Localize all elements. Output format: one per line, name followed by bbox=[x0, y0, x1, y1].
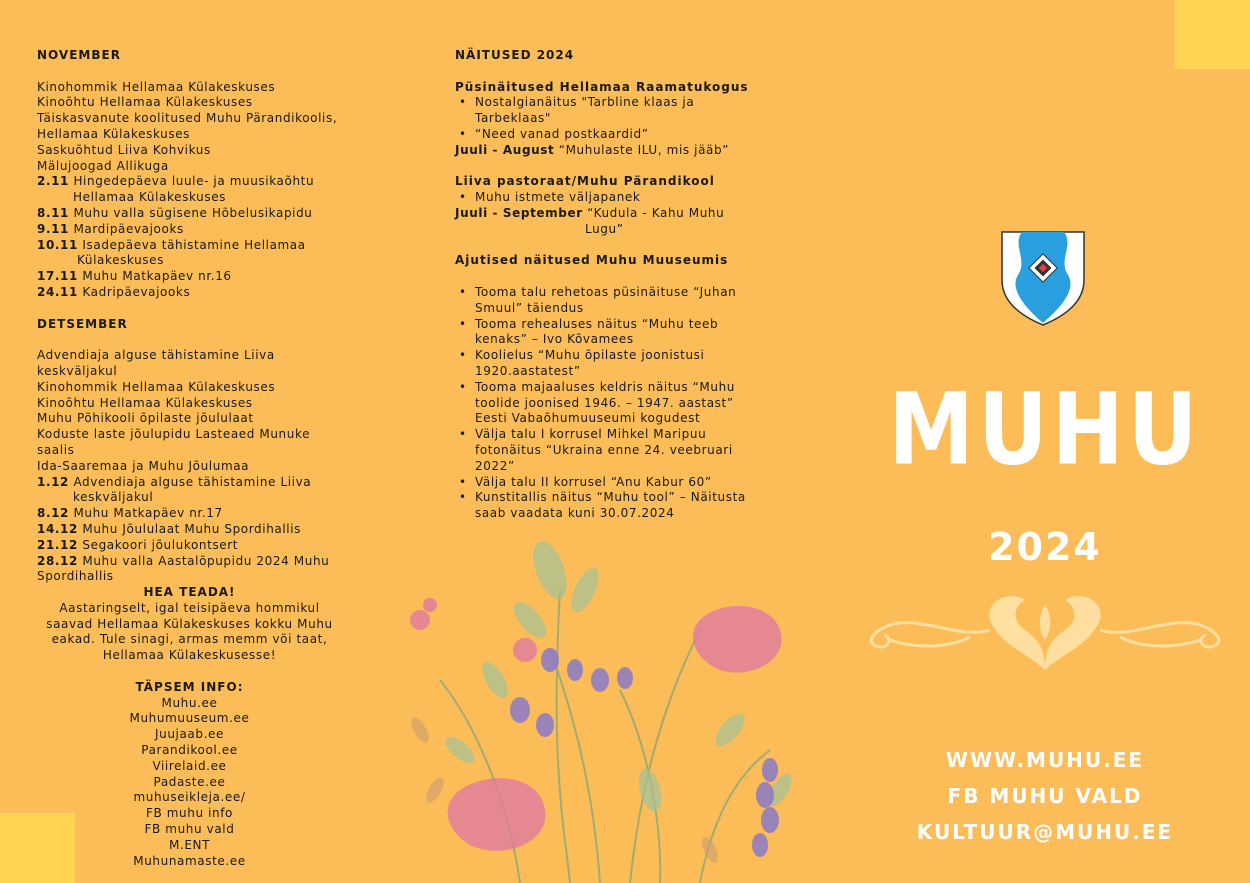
ornament-flourish-icon bbox=[850, 585, 1240, 675]
list-item: Ida-Saaremaa ja Muhu Jõulumaa bbox=[37, 458, 250, 473]
events-column bbox=[37, 48, 342, 869]
info-link: Muhunamaste.ee bbox=[133, 853, 246, 868]
list-item: • Välja talu I korrusel Mihkel Maripuu fotonäitus “Ukraina enne 24. veebruari 2022” bbox=[455, 427, 755, 474]
museum-heading: Ajutised näitused Muhu Muuseumis bbox=[455, 253, 729, 268]
event-row: 8.12 Muhu Matkapäev nr.17 bbox=[37, 506, 223, 521]
list-item: Saskuõhtud Liiva Kohvikus bbox=[37, 142, 211, 157]
list-item: Koduste laste jõulupidu Lasteaed Munuke saalis bbox=[37, 427, 311, 457]
watercolor-flowers-illustration bbox=[400, 530, 810, 883]
info-link: Padaste.ee bbox=[153, 774, 226, 789]
facebook-link[interactable]: FB MUHU VALD bbox=[947, 784, 1143, 808]
list-item: Täiskasvanute koolitused Muhu Pärandikoolis, Hellamaa Külakeskuses bbox=[37, 111, 338, 141]
event-row: 14.12 Muhu Jõululaat Muhu Spordihallis bbox=[37, 521, 302, 536]
list-item: Mälujoogad Allikuga bbox=[37, 158, 169, 173]
email-link[interactable]: KULTUUR@MUHU.EE bbox=[916, 820, 1174, 844]
notice-heading: HEA TEADA! bbox=[143, 585, 236, 600]
list-item: Kinohommik Hellamaa Külakeskuses bbox=[37, 379, 276, 394]
info-link: Muhumuuseum.ee bbox=[129, 711, 250, 726]
list-item: • Tooma talu rehetoas püsinäituse “Juhan Smuul” täiendus bbox=[455, 285, 755, 317]
event-row: 9.11 Mardipäevajooks bbox=[37, 221, 184, 236]
november-heading: NOVEMBER bbox=[37, 48, 121, 62]
list-item: Kinohommik Hellamaa Külakeskuses bbox=[37, 79, 276, 94]
event-row: 21.12 Segakoori jõulukontsert bbox=[37, 537, 239, 552]
list-item: • Tooma rehealuses näitus “Muhu teeb kenaks” – Ivo Kõvamees bbox=[455, 317, 755, 349]
event-row: 2.11 Hingedepäeva luule- ja muusikaõhtu Hellamaa Külakeskuses bbox=[37, 174, 315, 205]
info-link: M.ENT bbox=[168, 837, 211, 852]
cover-panel bbox=[840, 0, 1250, 883]
list-item: Advendiaja alguse tähistamine Liiva keskväljakul bbox=[37, 348, 275, 378]
list-item: • Muhu istmete väljapanek bbox=[455, 190, 755, 206]
info-link: muhuseikleja.ee/ bbox=[133, 790, 246, 805]
exhibitions-heading: NÄITUSED 2024 bbox=[455, 48, 575, 62]
list-item: • “Need vanad postkaardid” bbox=[455, 127, 755, 143]
list-item: • Välja talu II korrusel “Anu Kabur 60” bbox=[455, 475, 755, 491]
detsember-heading: DETSEMBER bbox=[37, 316, 128, 331]
list-item: Kinoõhtu Hellamaa Külakeskuses bbox=[37, 95, 253, 110]
library-heading: Püsinäitused Hellamaa Raamatukogus bbox=[455, 79, 749, 94]
event-row: 28.12 Muhu valla Aastalõpupidu 2024 Muhu Spordihallis bbox=[37, 553, 330, 584]
event-row: 24.11 Kadripäevajooks bbox=[37, 284, 191, 299]
info-heading: TÄPSEM INFO: bbox=[135, 679, 244, 694]
cover-links bbox=[840, 742, 1250, 850]
cover-year: 2024 bbox=[988, 525, 1102, 569]
list-item: • Nostalgianäitus "Tarbline klaas ja Tarbeklaas" bbox=[455, 95, 755, 127]
november-plain-list bbox=[37, 80, 342, 175]
exhibitions-column bbox=[455, 48, 755, 522]
info-link: FB muhu info bbox=[146, 806, 233, 821]
period-row: Juuli - September “Kudula - Kahu Muhu Lugu” bbox=[455, 205, 725, 236]
list-item: Kinoõhtu Hellamaa Külakeskuses bbox=[37, 395, 253, 410]
info-link: Muhu.ee bbox=[161, 695, 218, 710]
muhu-coat-of-arms-icon bbox=[1000, 230, 1086, 326]
info-link: Parandikool.ee bbox=[141, 743, 238, 758]
pastorate-heading: Liiva pastoraat/Muhu Pärandikool bbox=[455, 174, 715, 189]
period-row: Juuli - August “Muhulaste ILU, mis jääb” bbox=[455, 142, 730, 157]
list-item: • Tooma majaaluses keldris näitus “Muhu toolide joonised 1946. – 1947. aastast” Eesti Vabaõhumuuseumi kogudest bbox=[455, 380, 755, 427]
cover-title: MUHU bbox=[888, 372, 1202, 488]
list-item: • Kunstitallis näitus “Muhu tool” – Näitusta saab vaadata kuni 30.07.2024 bbox=[455, 490, 755, 522]
notice-text: Aastaringselt, igal teisipäeva hommikul saavad Hellamaa Külakeskuses kokku Muhu eakad. Tule sinagi, armas memm või taat, Hellamaa Külakeskusesse! bbox=[46, 600, 333, 663]
list-item: Muhu Põhikooli õpilaste jõululaat bbox=[37, 411, 254, 426]
detsember-plain-list bbox=[37, 348, 342, 474]
event-row: 10.11 Isadepäeva tähistamine Hellamaa Külakeskuses bbox=[37, 237, 306, 268]
info-link: Viirelaid.ee bbox=[152, 758, 227, 773]
info-links bbox=[37, 696, 342, 870]
info-link: Juujaab.ee bbox=[155, 727, 224, 742]
event-row: 8.11 Muhu valla sügisene Hõbelusikapidu bbox=[37, 205, 313, 220]
event-row: 1.12 Advendiaja alguse tähistamine Liiva keskväljakul bbox=[37, 474, 312, 505]
event-row: 17.11 Muhu Matkapäev nr.16 bbox=[37, 269, 232, 284]
list-item: • Koolielus “Muhu õpilaste joonistusi 1920.aastatest” bbox=[455, 348, 755, 380]
website-link[interactable]: WWW.MUHU.EE bbox=[945, 748, 1145, 772]
info-link: FB muhu vald bbox=[144, 822, 235, 837]
